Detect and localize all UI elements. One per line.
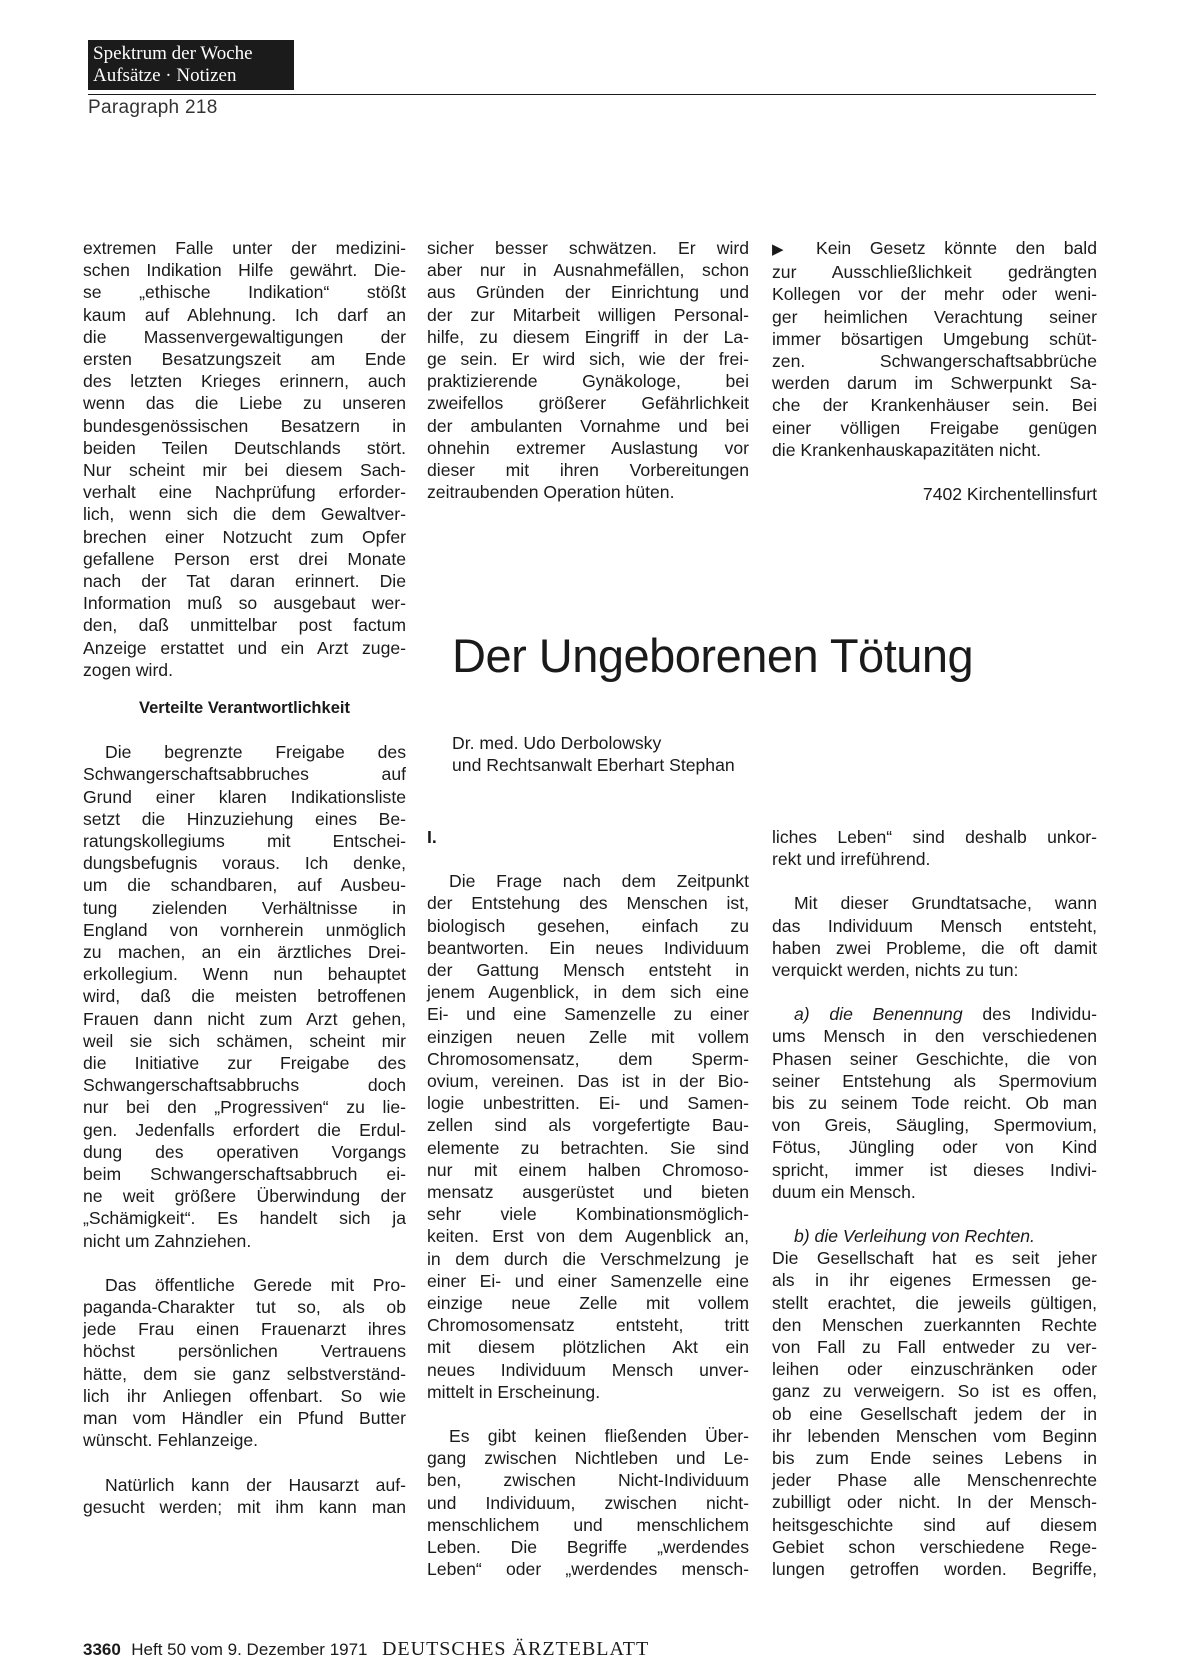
- text-line: Leben. Die Begriffe „werdendes: [427, 1537, 749, 1558]
- section-number: I.: [427, 827, 437, 847]
- text-line: hilfe, zu diesem Eingriff in der La-: [427, 326, 749, 347]
- text-line: Anzeige erstattet und ein Arzt zuge-: [83, 637, 406, 658]
- arrow-line-text: Kein Gesetz könnte den bald: [815, 238, 1098, 258]
- column-3-previous-article: [772, 237, 1097, 505]
- text-line: zen. Schwangerschaftsabbrüche: [772, 351, 1097, 372]
- text-line: leihen oder einzuschränken oder: [772, 1359, 1097, 1380]
- text-line: Das öffentliche Gerede mit Pro-: [105, 1274, 406, 1295]
- text-line: jede Frau einen Frauenarzt ihres: [83, 1319, 406, 1340]
- paragraph: [772, 261, 1097, 461]
- paragraph: [83, 1274, 406, 1452]
- text-line: bundesgenössischen Besatzern in: [83, 415, 406, 436]
- text-line: nach der Tat daran erinnert. Die: [83, 571, 406, 592]
- column-1-previous-article: [83, 237, 406, 681]
- text-line: beiden Teilen Deutschlands stört.: [83, 437, 406, 458]
- text-line: gefallene Person erst drei Monate: [83, 548, 406, 569]
- text-line: neues Individuum Mensch unver-: [427, 1359, 749, 1380]
- text-line: keiten. Erst von dem Augenblick an,: [427, 1226, 749, 1247]
- text-line: verhalt eine Nachprüfung erforder-: [83, 482, 406, 503]
- text-line: dung des operativen Vorgangs: [83, 1141, 406, 1162]
- text-line: Frauen dann nicht zum Arzt gehen,: [83, 1008, 406, 1029]
- paragraph: [427, 237, 749, 503]
- text-line: paganda-Charakter tut so, als ob: [83, 1297, 406, 1318]
- text-line: in dem durch die Verschmelzung je: [427, 1248, 749, 1269]
- text-line: Die Frage nach dem Zeitpunkt: [449, 871, 749, 892]
- text-line: logie unbestritten. Ei- und Samen-: [427, 1093, 749, 1114]
- text-line: duum ein Mensch.: [772, 1181, 916, 1202]
- text-line: zellen sind als vorgefertigte Bau-: [427, 1115, 749, 1136]
- text-line: nur mit einem halben Chromoso-: [427, 1159, 749, 1180]
- text-line: sehr viele Kombinationsmöglich-: [427, 1204, 749, 1225]
- text-line: zubilligt oder nicht. In der Mensch-: [772, 1492, 1097, 1513]
- point-b-label: b) die Verleihung von Rechten.: [794, 1226, 1035, 1247]
- text-line: weil sie sich schämen, scheint mir: [83, 1030, 406, 1051]
- text-line: stellt erachtet, die jeweils gültigen,: [772, 1292, 1097, 1313]
- text-line: von Greis, Säugling, Spermovium,: [772, 1115, 1097, 1136]
- text-line: brechen einer Notzucht zum Opfer: [83, 526, 406, 547]
- paragraph: [772, 826, 1097, 870]
- text-line: ratungskollegiums mit Entschei-: [83, 831, 406, 852]
- text-line: praktizierende Gynäkologe, bei: [427, 371, 749, 392]
- paragraph: [83, 1474, 406, 1518]
- section-badge-line1: Spektrum der Woche: [93, 43, 253, 64]
- text-line: die Krankenhauskapazitäten nicht.: [772, 439, 1041, 460]
- paragraph: [772, 1025, 1097, 1203]
- text-line: lich, wenn sich die dem Gewaltver-: [83, 504, 406, 525]
- text-line: den, daß unmittelbar post factum: [83, 615, 406, 636]
- text-line: lich ihr Anliegen offenbart. So wie: [83, 1385, 406, 1406]
- text-line: Es gibt keinen fließenden Über-: [449, 1426, 749, 1447]
- text-line: Schwangerschaftsabbruchs doch: [83, 1075, 406, 1096]
- text-line: heitsgeschichte sind auf diesem: [772, 1514, 1097, 1535]
- text-line: dieser mit ihren Vorbereitungen: [427, 460, 749, 481]
- text-line: mittelt in Erscheinung.: [427, 1381, 601, 1402]
- page-footer: [83, 1638, 649, 1661]
- text-line: Schwangerschaftsabbruches auf: [83, 764, 406, 785]
- column-2-article: [427, 826, 749, 1581]
- text-line: ohnehin extremer Auslastung vor: [427, 437, 749, 458]
- subheading: Verteilte Verantwortlichkeit: [139, 699, 350, 717]
- text-line: aber nur in Ausnahmefällen, schon: [427, 260, 749, 281]
- text-line: die Initiative zur Freigabe des: [83, 1053, 406, 1074]
- text-line: ben, zwischen Nicht-Individuum: [427, 1470, 749, 1491]
- page-number: 3360: [83, 1640, 121, 1659]
- text-line: che der Krankenhäuser sein. Bei: [772, 395, 1097, 416]
- text-line: haben zwei Probleme, die oft damit: [772, 937, 1097, 958]
- header-rule: [88, 94, 1096, 95]
- text-line: mit diesem plötzlichen Akt ein: [427, 1337, 749, 1358]
- text-line: Fötus, Jüngling oder von Kind: [772, 1137, 1097, 1158]
- text-line: als in ihr eigenes Ermessen ge-: [772, 1270, 1097, 1291]
- text-line: menschlichem und menschlichem: [427, 1514, 749, 1535]
- text-line: der zur Mitarbeit willigen Personal-: [427, 304, 749, 325]
- text-line: des letzten Krieges erinnern, auch: [83, 371, 406, 392]
- text-line: ihr lebenden Menschen vom Beginn: [772, 1425, 1097, 1446]
- text-line: um die schandbaren, auf Ausbeu-: [83, 875, 406, 896]
- point-a-first-line: [772, 1003, 1097, 1025]
- text-line: seiner Entstehung als Spermovium: [772, 1070, 1097, 1091]
- text-line: verquickt werden, nichts zu tun:: [772, 960, 1019, 981]
- text-line: und Individuum, zwischen nicht-: [427, 1492, 749, 1513]
- arrow-icon: ▶: [772, 241, 798, 258]
- text-line: wird, daß die meisten betroffenen: [83, 986, 406, 1007]
- text-line: beantworten. Ein neues Individuum: [427, 937, 749, 958]
- text-line: nicht um Zahnziehen.: [83, 1230, 252, 1251]
- text-line: ums Mensch in den verschiedenen: [772, 1026, 1097, 1047]
- text-line: die Massenvergewaltigungen der: [83, 326, 406, 347]
- paragraph: [427, 870, 749, 1403]
- text-line: setzt die Hinzuziehung eines Be-: [83, 808, 406, 829]
- text-line: nur bei den „Progressiven“ zu lie-: [83, 1097, 406, 1118]
- text-line: werden darum im Schwerpunkt Sa-: [772, 373, 1097, 394]
- text-line: zeitraubenden Operation hüten.: [427, 482, 675, 503]
- text-line: spricht, immer ist dieses Indivi-: [772, 1159, 1097, 1180]
- issue-info: Heft 50 vom 9. Dezember 1971: [131, 1640, 368, 1659]
- text-line: biologisch gesehen, einfach zu: [427, 915, 749, 936]
- text-line: ger heimlichen Verachtung seiner: [772, 306, 1097, 327]
- text-line: zu machen, an ein ärztliches Drei-: [83, 942, 406, 963]
- text-line: se „ethische Indikation“ stößt: [83, 282, 406, 303]
- text-line: hätte, dem sie ganz selbstverständ-: [83, 1363, 406, 1384]
- journal-masthead: DEUTSCHES ÄRZTEBLATT: [381, 1638, 650, 1660]
- header-topic: Paragraph 218: [88, 97, 218, 118]
- section-badge: [88, 40, 294, 90]
- text-line: höchst persönlichen Vertrauens: [83, 1341, 406, 1362]
- author-line-1: Dr. med. Udo Derbolowsky: [452, 733, 662, 753]
- arrow-line: [772, 237, 1097, 261]
- text-line: Grund einer klaren Indikationsliste: [83, 786, 406, 807]
- text-line: Mit dieser Grundtatsache, wann: [794, 893, 1097, 914]
- paragraph: [427, 1425, 749, 1580]
- text-line: tung zielenden Verhältnisse in: [83, 897, 406, 918]
- text-line: ovium, vereinen. Das ist in der Bio-: [427, 1071, 749, 1092]
- text-line: zogen wird.: [83, 659, 173, 680]
- text-line: immer bösartigen Umgebung schüt-: [772, 328, 1097, 349]
- text-line: beim Schwangerschaftsabbruch ei-: [83, 1164, 406, 1185]
- text-line: Nur scheint mir bei diesem Sach-: [83, 460, 406, 481]
- text-line: gesucht werden; mit ihm kann man: [83, 1496, 406, 1517]
- text-line: bis zum Ende seines Lebens in: [772, 1448, 1097, 1469]
- text-line: einer Ei- und einer Samenzelle eine: [427, 1270, 749, 1291]
- text-line: man vom Händler ein Pfund Butter: [83, 1408, 406, 1429]
- text-line: Die begrenzte Freigabe des: [105, 742, 406, 763]
- section-badge-line2: Aufsätze · Notizen: [93, 65, 237, 86]
- text-line: Die Gesellschaft hat es seit jeher: [772, 1248, 1097, 1269]
- column-2-previous-article: [427, 237, 749, 503]
- text-line: jeder Phase alle Menschenrechte: [772, 1470, 1097, 1491]
- text-line: ge sein. Er wird sich, wie der frei-: [427, 349, 749, 370]
- text-line: Natürlich kann der Hausarzt auf-: [105, 1474, 406, 1495]
- text-line: jenem Augenblick, in dem sich eine: [427, 982, 749, 1003]
- text-line: von Fall zu Fall entweder zu ver-: [772, 1337, 1097, 1358]
- text-line: mensatz ausgerüstet und bieten: [427, 1182, 749, 1203]
- text-line: England von vornherein unmöglich: [83, 919, 406, 940]
- text-line: der Entstehung des Menschen ist,: [427, 893, 749, 914]
- text-line: Ei- und eine Samenzelle zu einer: [427, 1004, 749, 1025]
- text-line: elemente zu betrachten. Sie sind: [427, 1137, 749, 1158]
- text-line: den Menschen zuerkannten Rechte: [772, 1314, 1097, 1335]
- text-line: bis zu seinem Tode reicht. Ob man: [772, 1093, 1097, 1114]
- text-line: Gebiet schon verschiedene Rege-: [772, 1536, 1097, 1557]
- author-line-2: und Rechtsanwalt Eberhart Stephan: [452, 755, 735, 776]
- text-line: zur Ausschließlichkeit gedrängten: [772, 262, 1097, 283]
- text-line: extremen Falle unter der medizini-: [83, 238, 406, 258]
- point-a-label: a) die Benennung: [794, 1004, 963, 1025]
- text-line: einer völligen Freigabe genügen: [772, 417, 1097, 438]
- text-line: liches Leben“ sind deshalb unkor-: [772, 827, 1097, 847]
- text-line: zweifellos größerer Gefährlichkeit: [427, 393, 749, 414]
- author-location: 7402 Kirchentellinsfurt: [922, 484, 1097, 505]
- text-line: ob eine Gesellschaft jedem der in: [772, 1403, 1097, 1424]
- text-line: der ambulanten Vornahme und bei: [427, 415, 749, 436]
- text-line: dungsbefugnis voraus. Ich denke,: [83, 853, 406, 874]
- text-line: Chromosomensatz, dem Sperm-: [427, 1048, 749, 1069]
- text-line: ganz zu verweigern. So ist es offen,: [772, 1381, 1097, 1402]
- text-line: einzige neue Zelle mit vollem: [427, 1293, 749, 1314]
- text-line: rekt und irreführend.: [772, 849, 931, 870]
- text-line: ersten Besatzungszeit am Ende: [83, 349, 406, 370]
- text-line: schen Indikation Hilfe gewährt. Die-: [83, 260, 406, 281]
- text-line: „Schämigkeit“. Es handelt sich ja: [83, 1208, 406, 1229]
- text-line: gang zwischen Nichtleben und Le-: [427, 1448, 749, 1469]
- text-line: Kollegen vor der mehr oder weni-: [772, 284, 1097, 305]
- text-line: sicher besser schwätzen. Er wird: [427, 238, 749, 258]
- article-title: Der Ungeborenen Tötung: [452, 629, 974, 682]
- text-line: einzigen neuen Zelle mit vollem: [427, 1026, 749, 1047]
- text-line: Chromosomensatz entsteht, tritt: [427, 1315, 749, 1336]
- text-line: gen. Jedenfalls erfordert die Erdul-: [83, 1119, 406, 1140]
- text-line: Leben“ oder „werdendes mensch-: [427, 1559, 749, 1580]
- paragraph: [83, 741, 406, 1252]
- text-line: lungen getroffen worden. Begriffe,: [772, 1559, 1097, 1580]
- column-1-section: [83, 697, 406, 1518]
- text-line: wünscht. Fehlanzeige.: [83, 1430, 259, 1451]
- paragraph: [772, 892, 1097, 981]
- text-line: kaum auf Ablehnung. Ich darf an: [83, 304, 406, 325]
- byline: [452, 732, 735, 776]
- text-line: Information muß so ausgebaut wer-: [83, 593, 406, 614]
- paragraph: [83, 237, 406, 681]
- text-line: wenn das die Liebe zu unseren: [83, 393, 406, 414]
- text-line: erkollegium. Wenn nun behauptet: [83, 964, 406, 985]
- text-line: Phasen seiner Geschichte, die von: [772, 1048, 1097, 1069]
- paragraph: [772, 1247, 1097, 1580]
- text-line: der Gattung Mensch entsteht in: [427, 960, 749, 981]
- point-a-first-line-rest: des Individu-: [962, 1004, 1097, 1025]
- column-3-article: [772, 826, 1097, 1580]
- text-line: das Individuum Mensch entsteht,: [772, 915, 1097, 936]
- text-line: aus Gründen der Einrichtung und: [427, 282, 749, 303]
- text-line: ne weit größere Überwindung der: [83, 1186, 406, 1207]
